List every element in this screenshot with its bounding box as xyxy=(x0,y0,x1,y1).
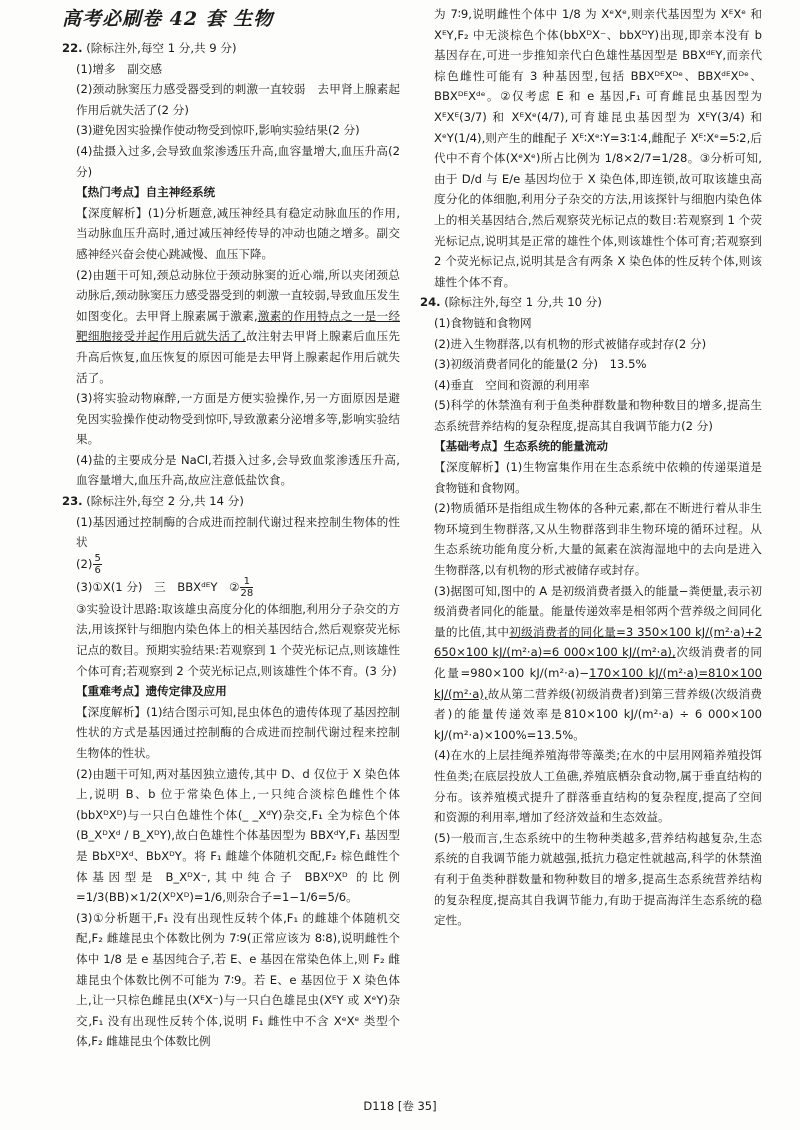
q23-answer-3-label: (3)①X(1 分) 三 BBXᵈᴱY ② xyxy=(76,579,240,594)
q23-analysis-3-continued: 为 7∶9,说明雌性个体中 1/8 为 XᵉXᵉ,则亲代基因型为 XᴱXᵉ 和 XᴱY,F₂ 中无淡棕色个体(bbXᴰX⁻、bbXᴰY)出现,即亲本没有 b 基因存在,可进一步推知亲代白色雄性基因型是 BBXᵈᴱY,而亲代棕色雌性可能有 3 种基因型,包括 BBXᴰᴱXᴰᵉ、BBXᵈᴱXᴰᵉ、BBXᴰᴱXᵈᵉ。②仅考虑 E 和 e 基因,F₁ 可育雌昆虫基因型为 XᴱXᴱ(3/7) 和 XᴱXᵉ(4/7),可育雄昆虫基因型为 XᴱY(3/4) 和 XᵉY(1/4),则产生的雌配子 Xᴱ∶Xᵉ∶Y=3∶1∶4,雌配子 Xᴱ∶Xᵉ=5∶2,后代中不育个体(XᵉXᵉ)所占比例为 1/8×2/7=1/28。③分析可知,由于 D/d 与 E/e 基因均位于 X 染色体,即连锁,故可取该雄虫高度分化的体细胞,利用分子杂交的方法,用该探针与细胞内染色体上的相关基因结合,然后观察荧光标记点的数目:若观察到 1 个荧光标记点,说明其是正常的雄性个体,则该雄性个体可育;若观察到 2 个荧光标记点,说明其是含有两条 X 染色体的性反转个体,则该雄性个体不育。 xyxy=(434,7,762,289)
page-footer-number: D118 [卷 35] xyxy=(363,1099,437,1113)
q23-answer-3-fraction xyxy=(240,576,253,599)
q24-analysis-5: (5)一般而言,生态系统中的生物种类越多,营养结构越复杂,生态系统的自我调节能力就越强,抵抗力稳定性就越高,科学的休禁渔有利于鱼类种群数量和物种数目的增多,提高生态系统营养结构的复杂程度,提高其自我调节能力,有助于提高海洋生态系统的稳定性。 xyxy=(434,830,762,928)
q24-analysis-3a: (3)据图可知,图中的 A 是初级消费者摄入的能量−粪便量,表示初级消费者同化的能量。能量传递效率是相邻两个营养级之间同化量的比值,其中 xyxy=(434,583,762,639)
q24-answer-1: (1)食物链和食物网 xyxy=(434,315,532,330)
q23-answer-2 xyxy=(62,553,400,576)
q22-analysis-4: (4)盐的主要成分是 NaCl,若摄入过多,会导致血浆渗透压升高,血容量增大,血压升高,故应注意低盐饮食。 xyxy=(76,452,400,488)
q22-analysis-2b: 故注射去甲肾上腺素后血压先升高后恢复,血压恢复的原因可能是去甲肾上腺素起作用后就失活了。 xyxy=(76,329,400,385)
q22-heading xyxy=(62,38,400,59)
q24-analysis-3-formula: 810×100 kJ/(m²·a) ÷ 6 000×100 kJ/(m²·a)×100%=13.5%。 xyxy=(434,707,762,742)
left-column xyxy=(62,38,400,1052)
q24-analysis-4: (4)在水的上层挂绳养殖海带等藻类;在水的中层用网箱养殖投饵性鱼类;在底层投放人工鱼礁,养殖底栖杂食动物,属于垂直结构的分布。该养殖模式提升了群落垂直结构的复杂程度,提高了空间和资源的利用率,增加了经济效益和生态效益。 xyxy=(434,748,762,825)
q22-analysis-3: (3)将实验动物麻醉,一方面是方便实验操作,另一方面原因是避免因实验操作使动物受到惊吓,导致激素分泌增多等,影响实验结果。 xyxy=(76,391,400,447)
q24-analysis-3-underline-1: 初级消费者的同化量= xyxy=(509,624,626,639)
q23-answer-2-label: (2) xyxy=(76,556,93,571)
q24-analysis-3c: 故从第二营养级(初级消费者)到第三营养级(次级消费者)的能量传递效率是 xyxy=(434,686,762,722)
q22-answer-4: (4)盐摄入过多,会导致血浆渗透压升高,血容量增大,血压升高(2 分) xyxy=(76,143,400,179)
q24-number: 24. xyxy=(420,295,441,310)
q24-answer-5: (5)科学的休禁渔有利于鱼类种群数量和物种数目的增多,提高生态系统营养结构的复杂程度,提高其自我调节能力(2 分) xyxy=(434,398,762,433)
q23-analysis-2 xyxy=(62,764,400,908)
q23-heading xyxy=(62,491,400,512)
q22-answer-3: (3)避免因实验操作使动物受到惊吓,影响实验结果(2 分) xyxy=(76,123,360,138)
q23-score: (除标注外,每空 2 分,共 14 分) xyxy=(86,494,244,509)
q22-score: (除标注外,每空 1 分,共 9 分) xyxy=(86,41,237,55)
q23-analysis-2-text: (2)由题干可知,两对基因独立遗传,其中 D、d 仅位于 X 染色体上,说明 B、b 位于常染色体上,一只纯合淡棕色雌性个体(bbXᴰXᴰ)与一只白色雄性个体(_ _XᵈY)杂交,F₁ 全为棕色个体(B_XᴰXᵈ / B_XᴰY),故白色雄性个体基因型为 BBXᵈY,F₁ 基因型是 BbXᴰXᵈ、BbXᴰY。将 F₁ 雌雄个体随机交配,F₂ 棕色雌性个体基因型是 B_XᴰX⁻,其中纯合子 BBXᴰXᴰ 的比例= xyxy=(76,766,400,905)
frac-denominator: 28 xyxy=(240,587,254,599)
q24-score: (除标注外,每空 1 分,共 10 分) xyxy=(444,295,602,310)
q24-heading xyxy=(420,292,762,313)
q23-answer-2-fraction xyxy=(93,553,101,576)
q24-analysis-3b: 次级消费者的同化量=980×100 kJ/(m²·a)− xyxy=(434,645,762,680)
q22-number: 22. xyxy=(62,41,83,55)
q24-analysis-3-underline-2: 3 350×100 kJ/(m²·a)+2 650×100 kJ/(m²·a)=6 000×100 kJ/(m²·a), xyxy=(434,624,762,660)
q23-answer-3 xyxy=(62,576,400,599)
q23-number: 23. xyxy=(62,494,83,509)
q24-answer-3: (3)初级消费者同化的能量(2 分) 13.5% xyxy=(434,357,647,372)
frac-denominator: 6 xyxy=(94,564,101,576)
q24-analysis-3-underline-3: 170×100 kJ/(m²·a)=810×100 kJ/(m²·a), xyxy=(434,666,763,701)
frac-numerator: 5 xyxy=(94,552,101,564)
q22-analysis-1: 【深度解析】(1)分析题意,减压神经具有稳定动脉血压的作用,当动脉血压升高时,通过减压神经传导的冲动也随之增多。副交感神经兴奋会使心跳减慢、血压下降。 xyxy=(76,205,400,261)
q22-answer-1: (1)增多 副交感 xyxy=(76,61,162,76)
q24-analysis-1: 【深度解析】(1)生物富集作用在生态系统中依赖的传递渠道是食物链和食物网。 xyxy=(434,460,762,495)
q24-analysis-3 xyxy=(420,581,762,746)
right-column xyxy=(420,4,762,931)
q22-analysis-2 xyxy=(62,265,400,389)
q24-key-point: 【基础考点】生态系统的能量流动 xyxy=(434,439,608,454)
page-header-title: 高考必刷卷 42 套 生物 xyxy=(62,8,274,30)
q22-answer-2: (2)颈动脉窦压力感受器受到的刺激一直较弱 去甲肾上腺素起作用后就失活了(2 分) xyxy=(76,82,400,117)
q24-analysis-2: (2)物质循环是指组成生物体的各种元素,都在不断进行着从非生物环境到生物群落,又从生物群落到非生物环境的循环过程。从生态系统功能角度分析,大量的氮素在滨海湿地中的去向是进入生物群落,以有机物的形式被储存或封存。 xyxy=(434,501,762,578)
q23-answer-1: (1)基因通过控制酶的合成进而控制代谢过程来控制生物体的性状 xyxy=(76,514,400,550)
q23-answer-4: ③实验设计思路:取该雄虫高度分化的体细胞,利用分子杂交的方法,用该探针与细胞内染色体上的相关基因结合,然后观察荧光标记点的数目。预期实验结果:若观察到 1 个荧光标记点,则该雄性个体可育;若观察到 2 个荧光标记点,则该雄性个体不育。(3 分) xyxy=(76,601,400,678)
q22-analysis-2a: (2)由题干可知,颈总动脉位于颈动脉窦的近心端,所以夹闭颈总动脉后,颈动脉窦压力感受器受到的刺激一直较弱,导致血压发生如图变化。去甲肾上腺素属于激素, xyxy=(76,267,400,323)
q23-key-point: 【重难考点】遗传定律及应用 xyxy=(76,684,227,699)
q24-answer-4: (4)垂直 空间和资源的利用率 xyxy=(434,377,590,392)
q23-analysis-1: 【深度解析】(1)结合图示可知,昆虫体色的遗传体现了基因控制性状的方式是基因通过控制酶的合成进而控制代谢过程来控制生物体的性状。 xyxy=(76,704,400,760)
frac-numerator: 1 xyxy=(240,576,253,588)
q23-analysis-3: (3)①分析题干,F₁ 没有出现性反转个体,F₁ 的雌雄个体随机交配,F₂ 雌雄昆虫个体数比例为 7∶9(正常应该为 8∶8),说明雌性个体中 1/8 是 e 基因纯合子,若 E、e 基因在常染色体上,则 F₂ 雌雄昆虫个体数比例不可能为 7∶9。若 E、e 基因位于 X 染色体上,让一只棕色雌昆虫(XᴱX⁻)与一只白色雄昆虫(XᴱY 或 XᵉY)杂交,F₁ 没有出现性反转个体,说明 F₁ 雌性中不含 XᵉXᵉ 类型个体,F₂ 雌雄昆虫个体数比例 xyxy=(76,910,400,1049)
q22-analysis-2-underline: 激素的作用特点之一是一经靶细胞接受并起作用后就失活了, xyxy=(76,308,400,344)
q24-answer-2: (2)进入生物群落,以有机物的形式被储存或封存(2 分) xyxy=(434,336,707,351)
q22-key-point: 【热门考点】自主神经系统 xyxy=(76,185,216,200)
q23-analysis-2-formula: 1/3(BB)×1/2(XᴰXᴰ)=1/6,则杂合子=1−1/6=5/6。 xyxy=(85,890,358,905)
